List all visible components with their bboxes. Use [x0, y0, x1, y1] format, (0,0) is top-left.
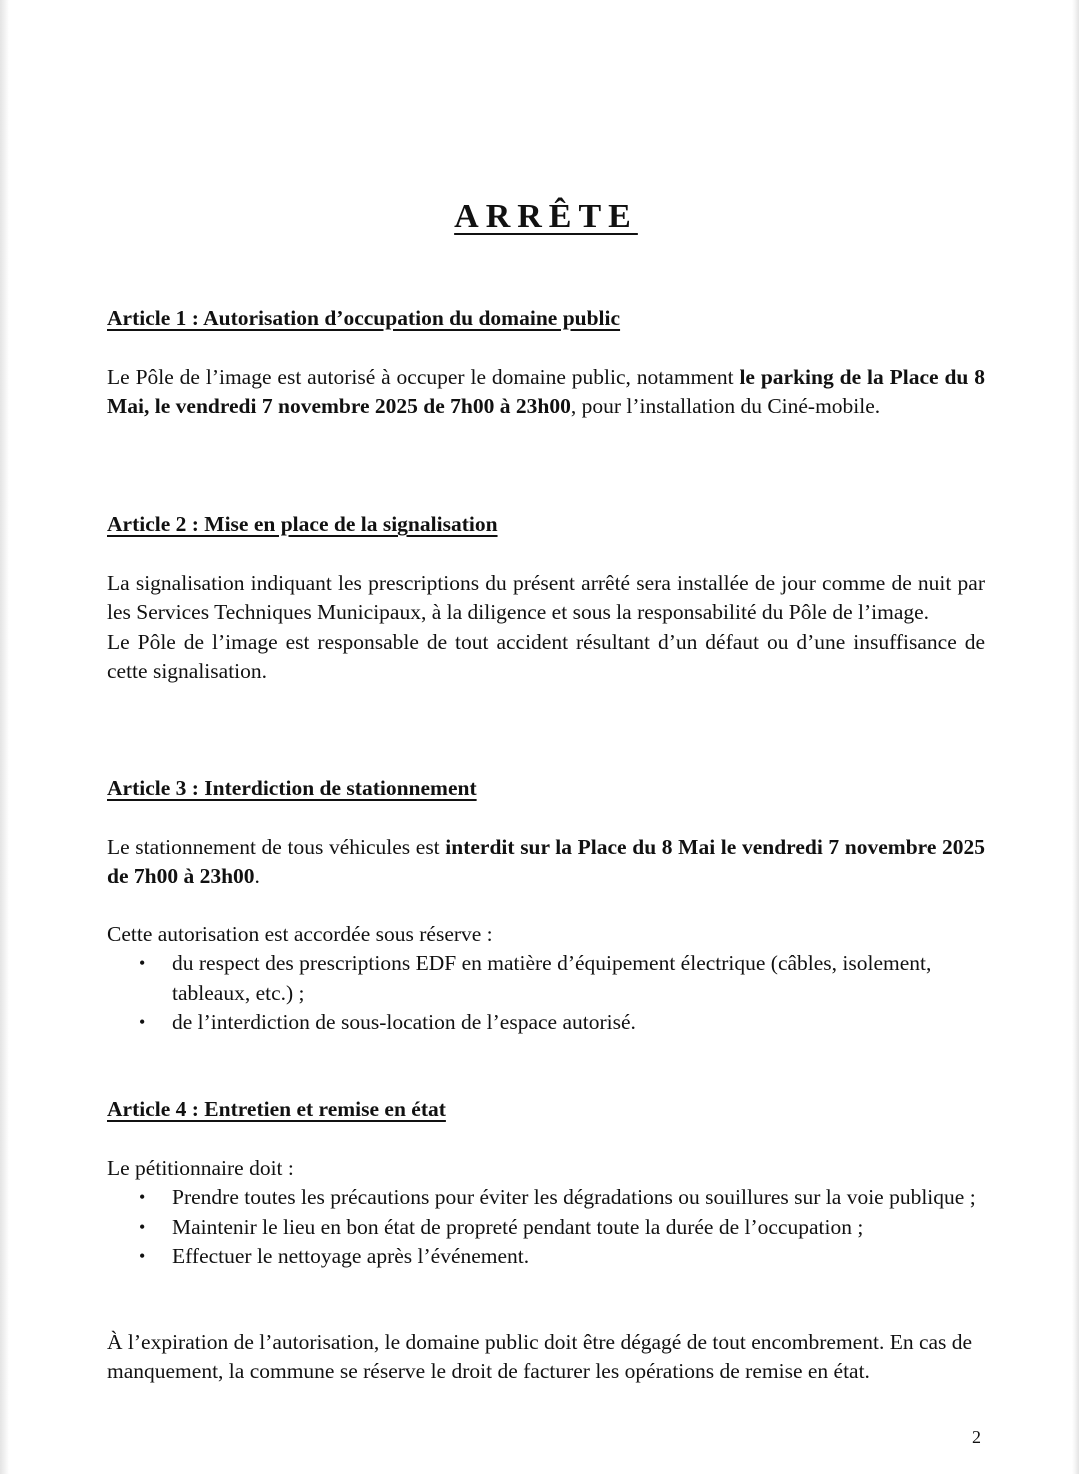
article-1-text-2: , pour l’installation du Ciné-mobile. — [570, 394, 881, 419]
article-1-text-1: Le Pôle de l’image est autorisé à occuper le domaine public, notamment — [107, 365, 740, 389]
article-4-intro: Le pétitionnaire doit : — [107, 1156, 294, 1180]
article-3-list — [107, 949, 985, 1037]
article-4-list — [107, 1183, 985, 1271]
list-item-text: de l’interdiction de sous-location de l’espace autorisé. — [172, 1009, 636, 1034]
article-3-heading: Article 3 : Interdiction de stationnement — [107, 776, 477, 800]
article-1-bold-text: le parking de la Place du 8 Mai, le vendredi 7 novembre 2025 de 7h00 à 23h00 — [107, 365, 985, 419]
bullet-icon: • — [139, 1216, 146, 1237]
article-3-body — [107, 833, 985, 892]
article-3-bold-text: interdit sur la Place du 8 Mai le vendredi 7 novembre 2025 de 7h00 à 23h00 — [107, 835, 985, 889]
article-3-text-2: . — [254, 864, 260, 889]
document-title: ARRÊTE — [454, 198, 638, 235]
list-item — [107, 1183, 985, 1212]
article-4-heading: Article 4 : Entretien et remise en état — [107, 1097, 446, 1121]
list-item — [107, 1213, 985, 1242]
article-4-closing — [107, 1328, 985, 1387]
article-2-heading: Article 2 : Mise en place de la signalisation — [107, 512, 498, 536]
list-item — [107, 1008, 985, 1037]
article-3-text-1: Le stationnement de tous véhicules est — [107, 835, 446, 859]
list-item-text: Prendre toutes les précautions pour éviter les dégradations ou souillures sur la voie publique ; — [172, 1185, 976, 1210]
list-item-text: Maintenir le lieu en bon état de propreté pendant toute la durée de l’occupation ; — [172, 1214, 864, 1239]
list-item-text: Effectuer le nettoyage après l’événement. — [172, 1243, 530, 1268]
article-4-closing-text: À l’expiration de l’autorisation, le domaine public doit être dégagé de tout encombrement. En cas de manquement, la commune se réserve le droit de facturer les opérations de remise en état. — [107, 1330, 973, 1384]
bullet-icon: • — [139, 1187, 146, 1208]
article-3-paragraph — [107, 833, 985, 892]
bullet-icon: • — [139, 953, 146, 974]
bullet-icon: • — [139, 1245, 146, 1266]
article-1-heading: Article 1 : Autorisation d’occupation du domaine public — [107, 306, 621, 330]
article-3-intro: Cette autorisation est accordée sous réserve : — [107, 922, 493, 946]
bullet-icon: • — [139, 1011, 146, 1032]
article-2-paragraph-2: Le Pôle de l’image est responsable de tout accident résultant d’un défaut ou d’une insuffisance de cette signalisation. — [107, 629, 985, 683]
list-item — [107, 1242, 985, 1271]
article-2-body — [107, 569, 985, 686]
article-2-paragraph-1: La signalisation indiquant les prescriptions du présent arrêté sera installée de jour comme de nuit par les Services Techniques Municipaux, à la diligence et sous la responsabilité du Pôle de l’image. — [107, 571, 985, 625]
article-1-paragraph — [107, 363, 985, 422]
page-number: 2 — [972, 1427, 981, 1447]
article-3-conditions — [107, 920, 985, 1037]
article-1-body — [107, 363, 985, 422]
list-item-text: du respect des prescriptions EDF en matière d’équipement électrique (câbles, isolement, tableaux, etc.) ; — [172, 951, 932, 1005]
list-item — [107, 949, 985, 1008]
article-4-obligations — [107, 1154, 985, 1271]
